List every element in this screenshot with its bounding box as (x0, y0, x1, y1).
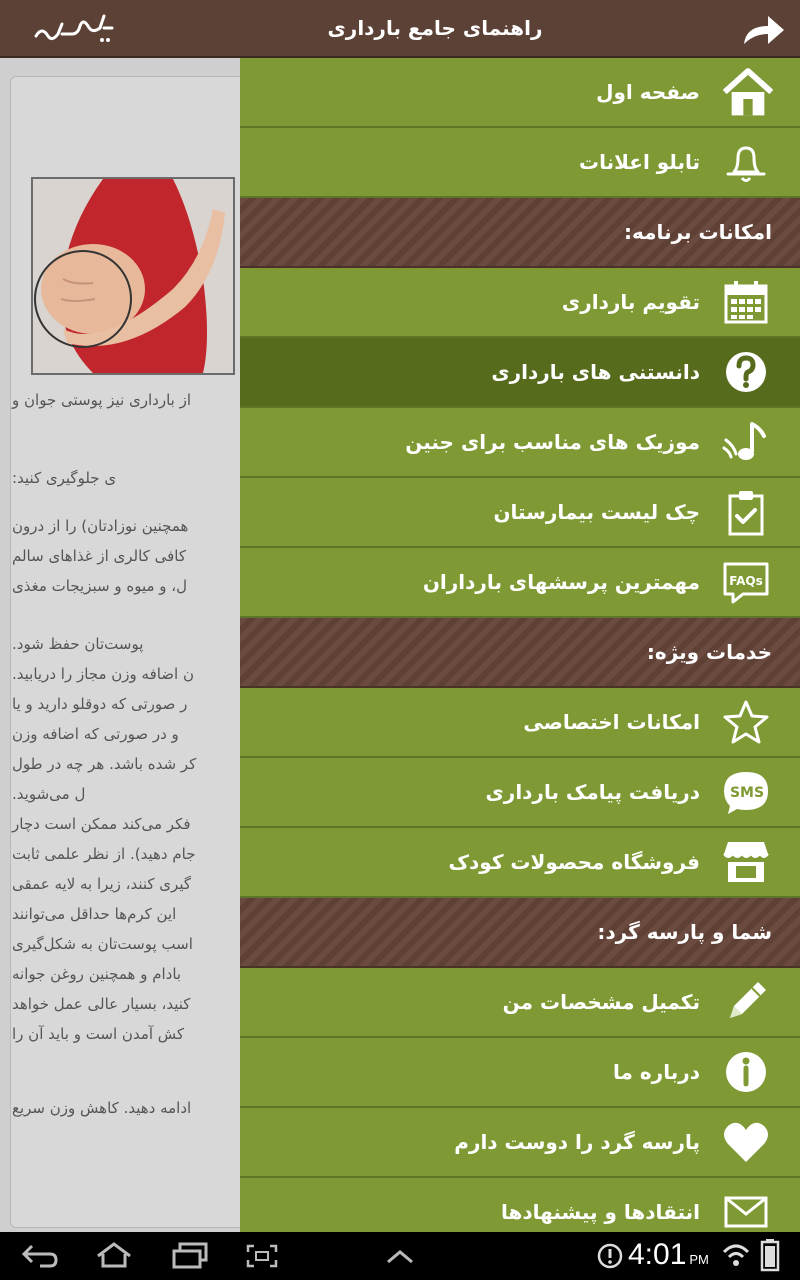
status-clock (628, 1238, 709, 1272)
article-line: ی جلوگیری کنید: (12, 469, 117, 487)
bell-icon (722, 138, 770, 186)
article-line: همچنین نوزادتان) را از درون (12, 517, 189, 535)
drawer-item-label: فروشگاه محصولات کودک (448, 850, 700, 874)
music-icon (722, 418, 770, 466)
store-icon (722, 838, 770, 886)
article-line: کش آمدن است و باید آن را (12, 1025, 185, 1043)
calendar-icon (722, 278, 770, 326)
drawer-item-label: موزیک های مناسب برای جنین (405, 430, 700, 454)
drawer-item-love-parse-gard[interactable] (240, 1108, 800, 1178)
home-icon (720, 64, 776, 120)
wifi-icon (722, 1240, 750, 1270)
drawer-section-you-and-parse-gard (240, 898, 800, 968)
drawer-item-label: صفحه اول (596, 80, 700, 104)
article-line: از بارداری نیز پوستی جوان و (12, 391, 192, 409)
mail-icon (722, 1188, 770, 1232)
article-line: اسب پوست‌تان به شکل‌گیری (12, 935, 193, 953)
drawer-item-about-us[interactable] (240, 1038, 800, 1108)
sms-icon (722, 768, 770, 816)
drawer-item-label: دریافت پیامک بارداری (485, 780, 700, 804)
drawer-item-pregnancy-sms[interactable] (240, 758, 800, 828)
nav-home-icon[interactable] (94, 1242, 134, 1270)
drawer-item-pregnancy-facts[interactable] (240, 338, 800, 408)
system-status-bar (0, 1232, 800, 1280)
article-line: ر صورتی که دوقلو دارید و یا (12, 695, 188, 713)
alert-icon (596, 1242, 624, 1270)
article-line: گیری کنند، زیرا به لایه عمقی (12, 875, 191, 893)
drawer-item-hospital-checklist[interactable] (240, 478, 800, 548)
clock-time: 4:01 (628, 1238, 687, 1271)
drawer-item-feedback[interactable] (240, 1178, 800, 1232)
article-line: کافی کالری از غذاهای سالم (12, 547, 186, 565)
drawer-item-fetus-music[interactable] (240, 408, 800, 478)
screenshot-icon[interactable] (244, 1242, 280, 1270)
pregnant-belly-image (33, 179, 233, 373)
article-line: و در صورتی که اضافه وزن (12, 725, 179, 743)
article-line: ادامه دهید. کاهش وزن سریع (12, 1099, 192, 1117)
article-line: پوست‌تان حفظ شود. (12, 635, 144, 653)
back-arrow-icon[interactable] (736, 8, 788, 50)
nav-recents-icon[interactable] (170, 1242, 210, 1270)
article-line: ل می‌شوید. (12, 785, 86, 803)
drawer-item-exclusive-features[interactable] (240, 688, 800, 758)
nav-up-icon[interactable] (382, 1242, 418, 1270)
article-line: ن اضافه وزن مجاز را دریابید. (12, 665, 194, 683)
article-line: جام دهید). از نظر علمی ثابت (12, 845, 196, 863)
navigation-drawer (240, 58, 800, 1232)
nav-back-icon[interactable] (20, 1242, 60, 1270)
drawer-item-label: چک لیست بیمارستان (493, 500, 700, 524)
article-line: بادام و همچنین روغن جوانه (12, 965, 182, 983)
brand-logo (30, 12, 120, 46)
star-icon (722, 698, 770, 746)
drawer-item-label: تکمیل مشخصات من (502, 990, 700, 1014)
faq-icon-text: FAQs (729, 574, 763, 588)
pencil-icon (722, 978, 770, 1026)
drawer-item-label: تقویم بارداری (561, 290, 700, 314)
drawer-item-baby-store[interactable] (240, 828, 800, 898)
drawer-section-app-features (240, 198, 800, 268)
drawer-item-label: دانستنی های بارداری (491, 360, 700, 384)
app-header (0, 0, 800, 58)
article-line: این کرم‌ها حداقل می‌توانند (12, 905, 177, 923)
clock-period: PM (689, 1252, 709, 1267)
article-line: ل، و میوه و سبزیجات مغذی (12, 577, 188, 595)
article-line: فکر می‌کند ممکن است دچار (12, 815, 191, 833)
app-title: راهنمای جامع بارداری (327, 16, 543, 40)
battery-icon (760, 1238, 780, 1272)
info-icon (722, 1048, 770, 1096)
drawer-item-label: مهمترین پرسشهای بارداران (422, 570, 700, 594)
section-label: امکانات برنامه: (624, 220, 772, 244)
section-label: خدمات ویژه: (646, 640, 772, 664)
drawer-item-label: تابلو اعلانات (578, 150, 700, 174)
sms-icon-text: SMS (729, 785, 765, 801)
drawer-section-special-services (240, 618, 800, 688)
drawer-item-label: انتقادها و پیشنهادها (501, 1200, 700, 1224)
drawer-item-home[interactable] (240, 58, 800, 128)
heart-icon (722, 1118, 770, 1166)
drawer-item-label: پارسه گرد را دوست دارم (454, 1130, 700, 1154)
question-icon (722, 348, 770, 396)
drawer-item-faqs[interactable] (240, 548, 800, 618)
article-line: کنید، بسیار عالی عمل خواهد (12, 995, 191, 1013)
faq-icon (722, 558, 770, 606)
drawer-item-label: امکانات اختصاصی (523, 710, 700, 734)
drawer-item-pregnancy-calendar[interactable] (240, 268, 800, 338)
article-line: کر شده باشد. هر چه در طول (12, 755, 197, 773)
drawer-item-notice-board[interactable] (240, 128, 800, 198)
drawer-item-label: درباره ما (613, 1060, 700, 1084)
clipboard-icon (722, 488, 770, 536)
article-photo (31, 177, 235, 375)
section-label: شما و پارسه گرد: (597, 920, 772, 944)
article-background (10, 76, 252, 1228)
drawer-item-complete-profile[interactable] (240, 968, 800, 1038)
